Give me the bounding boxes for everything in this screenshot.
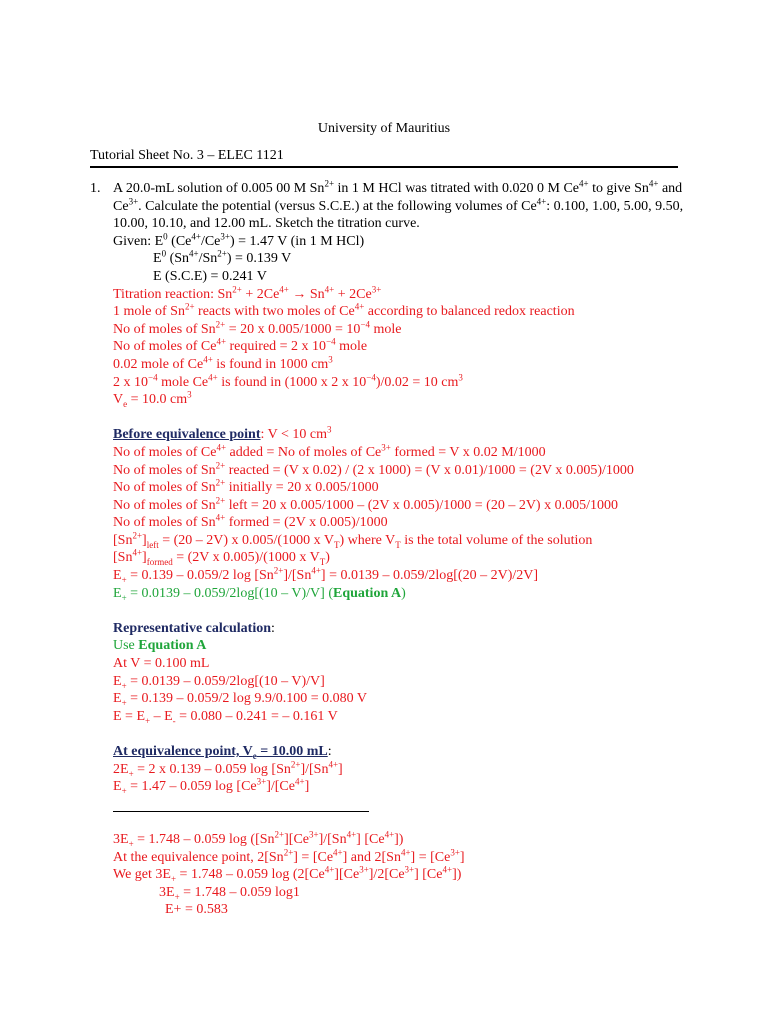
calc-line: No of moles of $Sn^{2+}$ left = 20 x 0.005/1000 – (2V x 0.005)/1000 = (20 – 2V) x 0.005/1000 (113, 495, 618, 513)
university-name: University of Mauritius (317, 121, 451, 136)
calc-line: At the equivalence point, $2[Sn^{2+}] = [Ce^{4+}]$ and $2[Sn^{4+}] = [Ce^{3+}]$ (113, 846, 465, 865)
header-rule (90, 166, 678, 168)
spacer (113, 602, 680, 620)
calc-line: No of moles of $Sn^{2+} = 20$ x $0.005/1000 = 10^{-4}$ mole (113, 319, 402, 337)
calc-line: $E_+ = 1.47 - 0.059$ $\log [Ce^{3+}]/[Ce^{4+}]$ (113, 776, 310, 796)
sheet-title: Tutorial Sheet No. 3 – ELEC 1121 (90, 148, 284, 163)
question-line: $Ce^{3+}$. Calculate the potential (versus S.C.E.) at the following volumes of $Ce^{4+}$: 0.100, 1.00, 5.00, 9.50, (113, 195, 684, 214)
calc-line: At V = 0.100 mL (113, 656, 210, 672)
question-1 (90, 178, 684, 919)
question-number: 1. (90, 181, 101, 196)
calc-line: We get $3E_+ = 1.748 - 0.059$ $\log (2[Ce^{4+}][Ce^{3+}]/2[Ce^{3+}]$ $[Ce^{4+}]$) (113, 864, 462, 884)
spacer (113, 813, 680, 831)
equivalence-point-heading: At equivalence point, $V_e = 10.00$ mL: (113, 744, 332, 761)
calc-line: No of moles of $Ce^{4+}$ added = No of moles of $Ce^{3+}$ formed = V x 0.02 M/1000 (113, 442, 546, 460)
calc-line: 0.02 mole of $Ce^{4+}$ is found in 1000 $cm^3$ (113, 354, 333, 372)
calc-line: No of moles of $Sn^{4+}$ formed = (2V x 0.005)/1000 (113, 512, 388, 531)
calc-line: No of moles of $Sn^{2+}$ initially = 20 x 0.005/1000 (113, 477, 379, 496)
calc-line: $E = E_+ - E_- = 0.080 - 0.241$ = – 0.161 V (113, 708, 338, 726)
calc-line: $[Sn^{4+}]_{formed} = (2V$ x 0.005)/(1000 x $V_T$) (113, 547, 330, 568)
calc-line: Titration reaction: $Sn^{2+} + 2Ce^{4+} \to Sn^{4+} + 2Ce^{3+}$ (113, 283, 382, 302)
question-body (113, 178, 684, 919)
use-equation-line: Use Equation A (113, 638, 207, 654)
calc-line: $[Sn^{2+}]_{left} = (20 - 2V)$ x 0.005/(1000 x $V_T$) where $V_T$ is the total volume of the solution (113, 530, 593, 550)
question-line: A 20.0-mL solution of 0.005 00 M $Sn^{2+}$ in 1 M HCl was titrated with 0.020 0 M $Ce^{4+}$ to give $Sn^{4+}$ and (113, 178, 683, 196)
question-line: 10.00, 10.10, and 12.00 mL. Sketch the titration curve. (113, 216, 420, 232)
calc-line: $3E_+ = 1.748 - 0.059$ log1 (159, 884, 300, 902)
calc-line: E+ = 0.583 (165, 902, 228, 918)
given-line: $E^0$ $(Sn^{4+}/Sn^{2+}) = 0.139$ V (153, 248, 292, 267)
equation-a-line: $E_+ = 0.0139 - 0.059/2\log[(10 - V)/V]$ (Equation A) (113, 585, 406, 603)
given-line: E (S.C.E) = 0.241 V (153, 268, 267, 284)
calc-line: No of moles of $Sn^{2+}$ reacted = (V x 0.02) / (2 x 1000) = (V x 0.01)/1000 = (2V x 0.005)/1000 (113, 459, 634, 478)
calc-line: 2 x $10^{-4}$ mole $Ce^{4+}$ is found in (1000 x 2 x $10^{-4})/0.02 = 10$ $cm^3$ (113, 371, 463, 390)
spacer (113, 725, 680, 743)
separator-line (113, 811, 369, 812)
before-equivalence-heading: Before equivalence point: V < 10 $cm^3$ (113, 424, 332, 443)
calc-line: $E_+ = 0.139 - 0.059/2$ $\log [Sn^{2+}]/[Sn^{4+}] = 0.0139 - 0.059/2\log[(20 - 2V)/2V]$ (113, 565, 539, 585)
spacer (113, 409, 680, 427)
given-line: Given: $E^0$ $(Ce^{4+}/Ce^{3+}) = 1.47$ V (in 1 M HCl) (113, 231, 365, 249)
calc-line: $2E_+ = 2$ x 0.139 – 0.059 $\log [Sn^{2+}]/[Sn^{4+}]$ (113, 758, 343, 779)
calc-line: 1 mole of $Sn^{2+}$ reacts with two moles of $Ce^{4+}$ according to balanced redox reaction (113, 301, 575, 320)
calc-line: $3E_+ = 1.748 - 0.059$ $\log ([Sn^{2+}][Ce^{3+}]/[Sn^{4+}]$ $[Ce^{4+}]$) (113, 829, 404, 849)
calc-line: $V_e = 10.0$ $cm^3$ (113, 389, 192, 409)
calc-line: No of moles of $Ce^{4+}$ required = 2 x $10^{-4}$ mole (113, 336, 368, 355)
representative-calculation-heading: Representative calculation: (113, 620, 275, 636)
calc-line: $E_+ = 0.139 - 0.059/2$ log 9.9/0.100 = 0.080 V (113, 691, 367, 709)
calc-line: $E_+ = 0.0139 - 0.059/2\log[(10 - V)/V]$ (113, 673, 325, 691)
